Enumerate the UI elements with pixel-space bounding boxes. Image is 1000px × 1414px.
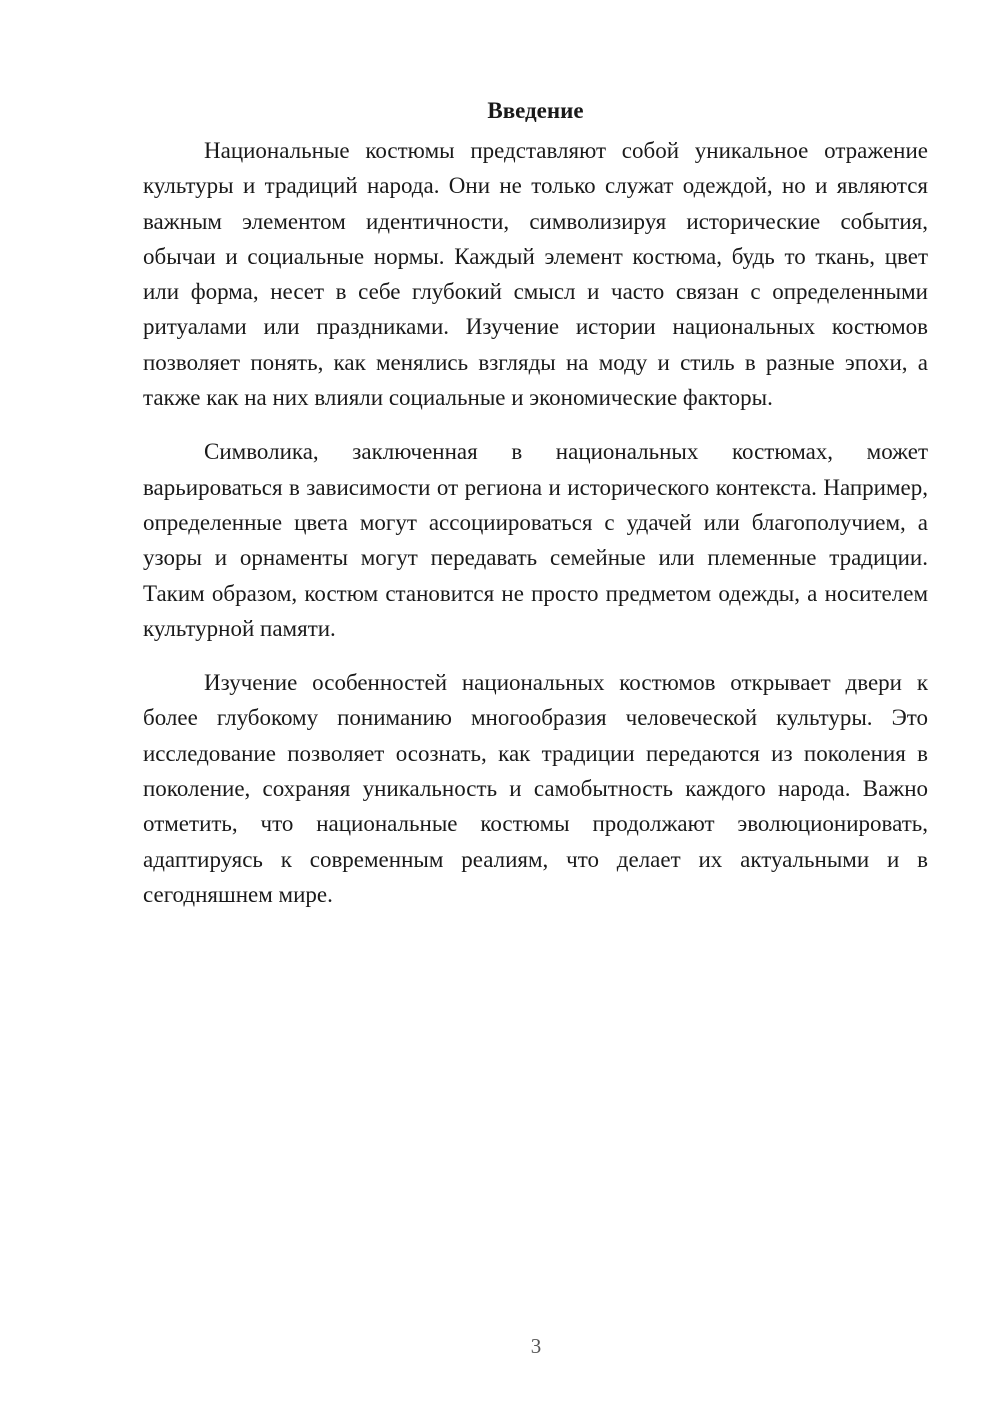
section-heading: Введение — [487, 98, 584, 123]
paragraph-3: Изучение особенностей национальных костюмов открывает двери к более глубокому пониманию многообразия человеческой культуры. Это исследование позволяет осознать, как традиции передаются из поколения в поколение, сохраняя уникальность и самобытность каждого народа. Важно отметить, что национальные костюмы продолжают эволюционировать, адаптируясь к современным реалиям, что делает их актуальными и в сегодняшнем мире. — [143, 670, 928, 907]
paragraph-2: Символика, заключенная в национальных костюмах, может варьироваться в зависимости от региона и исторического контекста. Например, определенные цвета могут ассоциироваться с удачей или благополучием, а узоры и орнаменты могут передавать семейные или племенные традиции. Таким образом, костюм становится не просто предметом одежды, а носителем культурной памяти. — [143, 439, 928, 641]
page-number: 3 — [530, 1334, 542, 1358]
paragraph-1: Национальные костюмы представляют собой уникальное отражение культуры и традиций народа. Они не только служат одеждой, но и являются важным элементом идентичности, символизируя исторические события, обычаи и социальные нормы. Каждый элемент костюма, будь то ткань, цвет или форма, несет в себе глубокий смысл и часто связан с определенными ритуалами или праздниками. Изучение истории национальных костюмов позволяет понять, как менялись взгляды на моду и стиль в разные эпохи, а также как на них влияли социальные и экономические факторы. — [143, 138, 928, 411]
page-content — [143, 98, 928, 931]
